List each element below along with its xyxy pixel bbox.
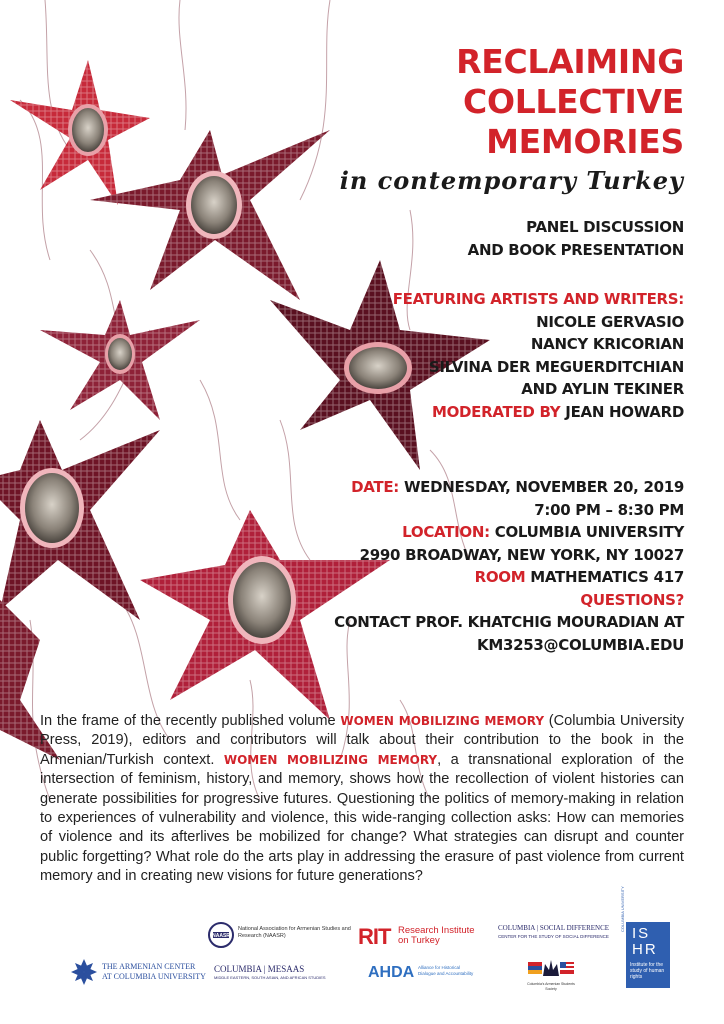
participant-name: NICOLE GERVASIO <box>536 312 684 331</box>
rit-logo <box>358 924 488 952</box>
date-label: DATE: <box>351 478 399 496</box>
csd-logo <box>498 924 623 948</box>
participant-name: SILVINA DER MEGUERDITCHIAN <box>428 357 684 376</box>
event-title <box>456 42 684 162</box>
ahda-logo <box>368 964 478 988</box>
ahda-subtitle: Alliance for Historical Dialogue and Accountability <box>418 965 474 976</box>
rit-mark: RIT <box>358 924 391 949</box>
naasr-seal-icon <box>208 922 234 948</box>
naasr-badge-text: NAASR <box>212 933 230 939</box>
event-description <box>40 712 684 887</box>
location-line <box>334 521 684 544</box>
mesaas-name-2: MIDDLE EASTERN, SOUTH ASIAN, AND AFRICAN STUDIES <box>214 975 326 980</box>
naasr-name: National Association for Armenian Studies and Research (NAASR) <box>238 926 351 939</box>
armenian-students-logo <box>526 954 576 994</box>
armenian-center-name-2: AT COLUMBIA UNIVERSITY <box>102 972 206 981</box>
rit-name-1: Research Institute <box>398 925 475 936</box>
description-part-3: , a transnational exploration of the intersection of feminism, history, and memory, shows how the recollection of violent histories can generate possibilities for progressive futures. Questioning the politics of memory-making in relation to experiences of vulnerability and violence, this wide-ranging collection asks: How can memories of violence and its afterlives be mobilized for change? What strategies can disrupt and counter public forgetting? What role do the arts play in addressing the erasure of past violence from current memory and in creating new visions for future generations? <box>40 751 685 885</box>
date-value: WEDNESDAY, NOVEMBER 20, 2019 <box>403 478 684 496</box>
title-line-2: COLLECTIVE <box>463 82 684 121</box>
event-type <box>468 216 684 261</box>
crochet-star-2 <box>90 130 330 300</box>
crochet-star-1 <box>10 60 150 205</box>
ishr-side-text: COLUMBIA UNIVERSITY <box>620 886 625 932</box>
mesaas-name-1: COLUMBIA | MESAAS <box>214 964 305 974</box>
room-label: ROOM <box>474 568 526 586</box>
naasr-logo <box>208 922 358 952</box>
eternity-sign-icon <box>70 958 98 986</box>
participants-heading: FEATURING ARTISTS AND WRITERS: <box>392 290 684 308</box>
csd-name-1: COLUMBIA | SOCIAL DIFFERENCE <box>498 924 610 932</box>
event-type-line-2: AND BOOK PRESENTATION <box>467 240 684 259</box>
event-details <box>334 476 684 656</box>
time-value: 7:00 PM – 8:30 PM <box>534 500 684 519</box>
armenian-center-name-1: THE ARMENIAN CENTER <box>102 962 196 971</box>
armenian-center-logo <box>70 958 210 988</box>
description-part-2: (Columbia University Press, 2019), editors and contributors will talk about their contribution to the book in the Armenian/Turkish context. <box>40 713 684 768</box>
sponsor-logos <box>0 886 724 1024</box>
participant-name: AND AYLIN TEKINER <box>521 380 684 398</box>
moderator-label: MODERATED BY <box>431 402 561 421</box>
date-line <box>334 476 684 499</box>
room-value: MATHEMATICS 417 <box>530 568 684 586</box>
location-value: COLUMBIA UNIVERSITY <box>494 523 684 541</box>
location-label: LOCATION: <box>402 523 490 541</box>
title-line-1: RECLAIMING <box>456 42 684 81</box>
ishr-logo <box>620 886 670 988</box>
crochet-star-5 <box>0 420 160 620</box>
participant-name: NANCY KRICORIAN <box>530 335 684 353</box>
address-value: 2990 BROADWAY, NEW YORK, NY 10027 <box>359 545 684 564</box>
questions-label: QUESTIONS? <box>580 590 684 609</box>
flags-crown-icon <box>526 954 576 982</box>
event-subtitle: in contemporary Turkey <box>339 166 684 195</box>
armenian-students-name: Columbia's Armenian Students Society <box>527 982 575 991</box>
crochet-star-3 <box>40 300 200 420</box>
contact-email[interactable]: KM3253@COLUMBIA.EDU <box>477 635 684 654</box>
ishr-subtitle: Institute for the study of human rights <box>630 962 665 980</box>
event-type-line-1: PANEL DISCUSSION <box>526 218 684 236</box>
contact-line: CONTACT PROF. KHATCHIG MOURADIAN AT <box>334 613 684 631</box>
moderator-line <box>393 401 684 424</box>
book-title: WOMEN MOBILIZING MEMORY <box>340 714 545 728</box>
ahda-mark: AHDA <box>368 964 415 981</box>
ishr-mark-1: IS <box>632 925 651 942</box>
csd-name-2: CENTER FOR THE STUDY OF SOCIAL DIFFERENCE <box>498 934 609 939</box>
description-part-1: In the frame of the recently published volume <box>40 713 336 729</box>
mesaas-logo <box>214 964 364 988</box>
ishr-mark-2: HR <box>632 941 658 958</box>
rit-name-2: on Turkey <box>398 935 440 946</box>
book-title: WOMEN MOBILIZING MEMORY <box>223 752 438 767</box>
moderator-name: JEAN HOWARD <box>565 402 684 421</box>
participants <box>393 288 684 423</box>
room-line <box>334 566 684 589</box>
title-line-3: MEMORIES <box>486 122 684 161</box>
